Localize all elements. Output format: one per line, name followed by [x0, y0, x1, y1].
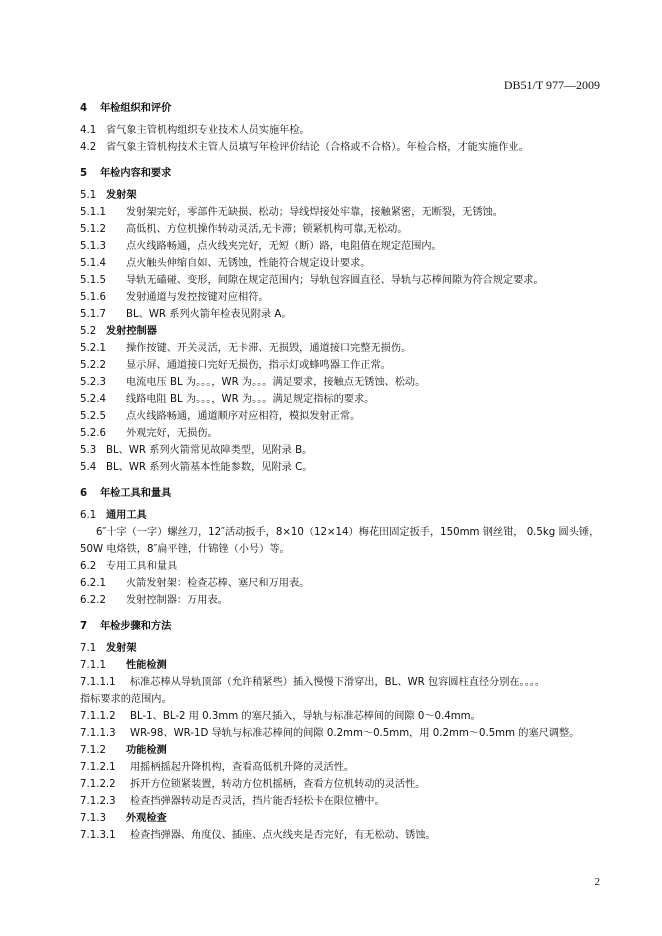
clause-line	[80, 289, 606, 306]
clause-line	[80, 357, 606, 374]
clause-text: 发射架	[106, 643, 137, 654]
clause-number: 4.2	[80, 142, 97, 153]
clause-number: 5.1.5	[80, 275, 106, 286]
clause-line	[80, 810, 606, 827]
clause-line	[80, 674, 606, 691]
clause-text: 检查挡弹器转动是否灵活，挡片能否轻松卡在限位槽中。	[130, 796, 385, 807]
clause-text: 年检步骤和方法	[100, 621, 172, 632]
clause-line	[80, 759, 606, 776]
clause-number: 4	[80, 103, 88, 114]
clause-number: 7.1	[80, 643, 97, 654]
clause-line	[80, 459, 606, 476]
clause-line	[80, 306, 606, 323]
clause-number: 5.2.2	[80, 360, 106, 371]
clause-line	[80, 793, 606, 810]
clause-line	[80, 122, 606, 139]
clause-number: 4.1	[80, 125, 97, 136]
clause-text: 省气象主管机构技术主管人员填写年检评价结论（合格或不合格）。年检合格，才能实施作业。	[106, 142, 529, 153]
clause-number: 7.1.2	[80, 745, 106, 756]
clause-line	[80, 187, 606, 204]
clause-text: 点火线路畅通，通道顺序对应相符，模拟发射正常。	[126, 411, 361, 422]
clause-number: 5.2.3	[80, 377, 106, 388]
clause-number: 6.2.2	[80, 595, 106, 606]
clause-text: 高低机、方位机操作转动灵活,无卡滞；锁紧机构可靠,无松动。	[126, 224, 408, 235]
clause-line	[80, 139, 606, 156]
clause-text: 发射通道与发控按键对应相符。	[126, 292, 269, 303]
clause-text: WR-98、WR-1D 导轨与标准芯棒间的间隙 0.2mm～0.5mm，用 0.2mm～0.5mm 的塞尺调整。	[130, 728, 580, 739]
clause-number: 7.1.3.1	[80, 830, 116, 841]
clause-text: 电流电压 BL 为。。。，WR 为。。。满足要求，接触点无锈蚀、松动。	[126, 377, 426, 388]
clause-line	[80, 657, 606, 674]
clause-number: 5.2.4	[80, 394, 106, 405]
clause-line	[80, 425, 606, 442]
clause-text: 发射架完好，零部件无缺损、松动；导线焊接处牢靠，接触紧密，无断裂，无锈蚀。	[126, 207, 503, 218]
clause-number: 7.1.2.3	[80, 796, 116, 807]
clause-text: 发射架	[106, 190, 137, 201]
clause-text: 拆开方位锁紧装置，转动方位机摇柄，查看方位机转动的灵活性。	[130, 779, 426, 790]
clause-number: 5.1.2	[80, 224, 106, 235]
clause-text: BL-1、BL-2 用 0.3mm 的塞尺插入，导轨与标准芯棒间的间隙 0～0.4mm。	[130, 711, 481, 722]
clause-text: 通用工具	[106, 510, 147, 521]
clause-number: 5.1	[80, 190, 97, 201]
clause-number: 5.1.1	[80, 207, 106, 218]
clause-number: 5.2	[80, 326, 97, 337]
clause-line	[80, 776, 606, 793]
clause-text: 性能检测	[126, 660, 167, 671]
clause-number: 5.2.6	[80, 428, 106, 439]
clause-text: 年检内容和要求	[100, 168, 172, 179]
clause-line	[80, 323, 606, 340]
clause-number: 5.2.1	[80, 343, 106, 354]
clause-line	[80, 238, 606, 255]
clause-text: BL、WR 系列火箭常见故障类型，见附录 B。	[106, 445, 313, 456]
clause-text: 专用工具和量具	[106, 561, 178, 572]
clause-text: 检查挡弹器、角度仪、插座、点火线夹是否完好，有无松动、锈蚀。	[130, 830, 436, 841]
clause-text: BL、WR 系列火箭基本性能参数，见附录 C。	[106, 462, 313, 473]
clause-text: 发射控制器：万用表。	[126, 595, 228, 606]
section-heading	[80, 100, 606, 117]
clause-text: 火箭发射架：检查芯棒、塞尺和万用表。	[126, 578, 310, 589]
clause-number: 5.1.4	[80, 258, 106, 269]
clause-number: 5.1.7	[80, 309, 106, 320]
clause-line	[80, 640, 606, 657]
clause-text: 外观完好，无损伤。	[126, 428, 218, 439]
document-body	[80, 100, 606, 844]
clause-line	[80, 442, 606, 459]
clause-line	[80, 391, 606, 408]
clause-text: 线路电阻 BL 为。。。，WR 为。。。满足规定指标的要求。	[126, 394, 375, 405]
clause-number: 7.1.1.1	[80, 677, 116, 688]
clause-number: 5.1.6	[80, 292, 106, 303]
clause-line	[80, 725, 606, 742]
document-id: DB51/T 977—2009	[503, 78, 600, 92]
clause-text: 外观检查	[126, 813, 167, 824]
section-heading	[80, 485, 606, 502]
clause-line	[80, 575, 606, 592]
clause-number: 7.1.1.3	[80, 728, 116, 739]
clause-number: 5.1.3	[80, 241, 106, 252]
clause-line	[80, 272, 606, 289]
clause-line	[80, 374, 606, 391]
clause-line	[80, 507, 606, 524]
clause-number: 5.2.5	[80, 411, 106, 422]
clause-text: 导轨无磕碰、变形，间隙在规定范围内；导轨包容圆直径、导轨与芯棒间隙为符合规定要求。	[126, 275, 544, 286]
clause-line	[80, 255, 606, 272]
clause-number: 7.1.1	[80, 660, 106, 671]
clause-line	[80, 708, 606, 725]
clause-line	[80, 204, 606, 221]
paragraph-text: 6″十字（一字）螺丝刀，12″活动扳手，8×10（12×14）梅花田固定扳手，150mm 钢丝钳， 0.5kg 圆头锤，50W 电烙铁，8″扁平锉，什锦锉（小号）等。	[80, 527, 600, 555]
clause-text: 标准芯棒从导轨顶部（允许稍紧些）插入慢慢下滑穿出，BL、WR 包容圆柱直径分别在。。。。	[130, 677, 546, 688]
clause-number: 5.3	[80, 445, 97, 456]
page-number: 2	[594, 876, 600, 888]
clause-text: 发射控制器	[106, 326, 157, 337]
clause-number: 5.4	[80, 462, 97, 473]
clause-number: 7.1.3	[80, 813, 106, 824]
clause-text: 显示屏、通道接口完好无损伤，指示灯或蜂鸣器工作正常。	[126, 360, 391, 371]
clause-number: 7.1.2.2	[80, 779, 116, 790]
clause-text: BL、WR 系列火箭年检表见附录 A。	[126, 309, 292, 320]
clause-number: 7	[80, 621, 88, 632]
clause-text: 用摇柄摇起升降机构，查看高低机升降的灵活性。	[130, 762, 355, 773]
clause-line	[80, 221, 606, 238]
clause-line	[80, 742, 606, 759]
clause-number: 6.2.1	[80, 578, 106, 589]
clause-text: 年检组织和评价	[100, 103, 172, 114]
clause-line	[80, 408, 606, 425]
clause-number: 6.2	[80, 561, 97, 572]
clause-line	[80, 558, 606, 575]
clause-number: 7.1.1.2	[80, 711, 116, 722]
clause-text: 省气象主管机构组织专业技术人员实施年检。	[106, 125, 310, 136]
clause-number: 7.1.2.1	[80, 762, 116, 773]
clause-line	[80, 592, 606, 609]
clause-text: 年检工具和量具	[100, 488, 172, 499]
paragraph-text: 指标要求的范围内。	[80, 694, 172, 705]
clause-text: 点火线路畅通，点火线夹完好，无短（断）路，电阻值在规定范围内。	[126, 241, 442, 252]
clause-number: 6.1	[80, 510, 97, 521]
clause-line	[80, 827, 606, 844]
section-heading	[80, 618, 606, 635]
section-heading	[80, 165, 606, 182]
clause-text: 点火触头伸缩自如、无锈蚀，性能符合规定设计要求。	[126, 258, 371, 269]
clause-number: 5	[80, 168, 88, 179]
clause-number: 6	[80, 488, 88, 499]
clause-text: 功能检测	[126, 745, 167, 756]
clause-text: 操作按键、开关灵活，无卡滞、无损毁，通道接口完整无损伤。	[126, 343, 412, 354]
clause-line	[80, 340, 606, 357]
